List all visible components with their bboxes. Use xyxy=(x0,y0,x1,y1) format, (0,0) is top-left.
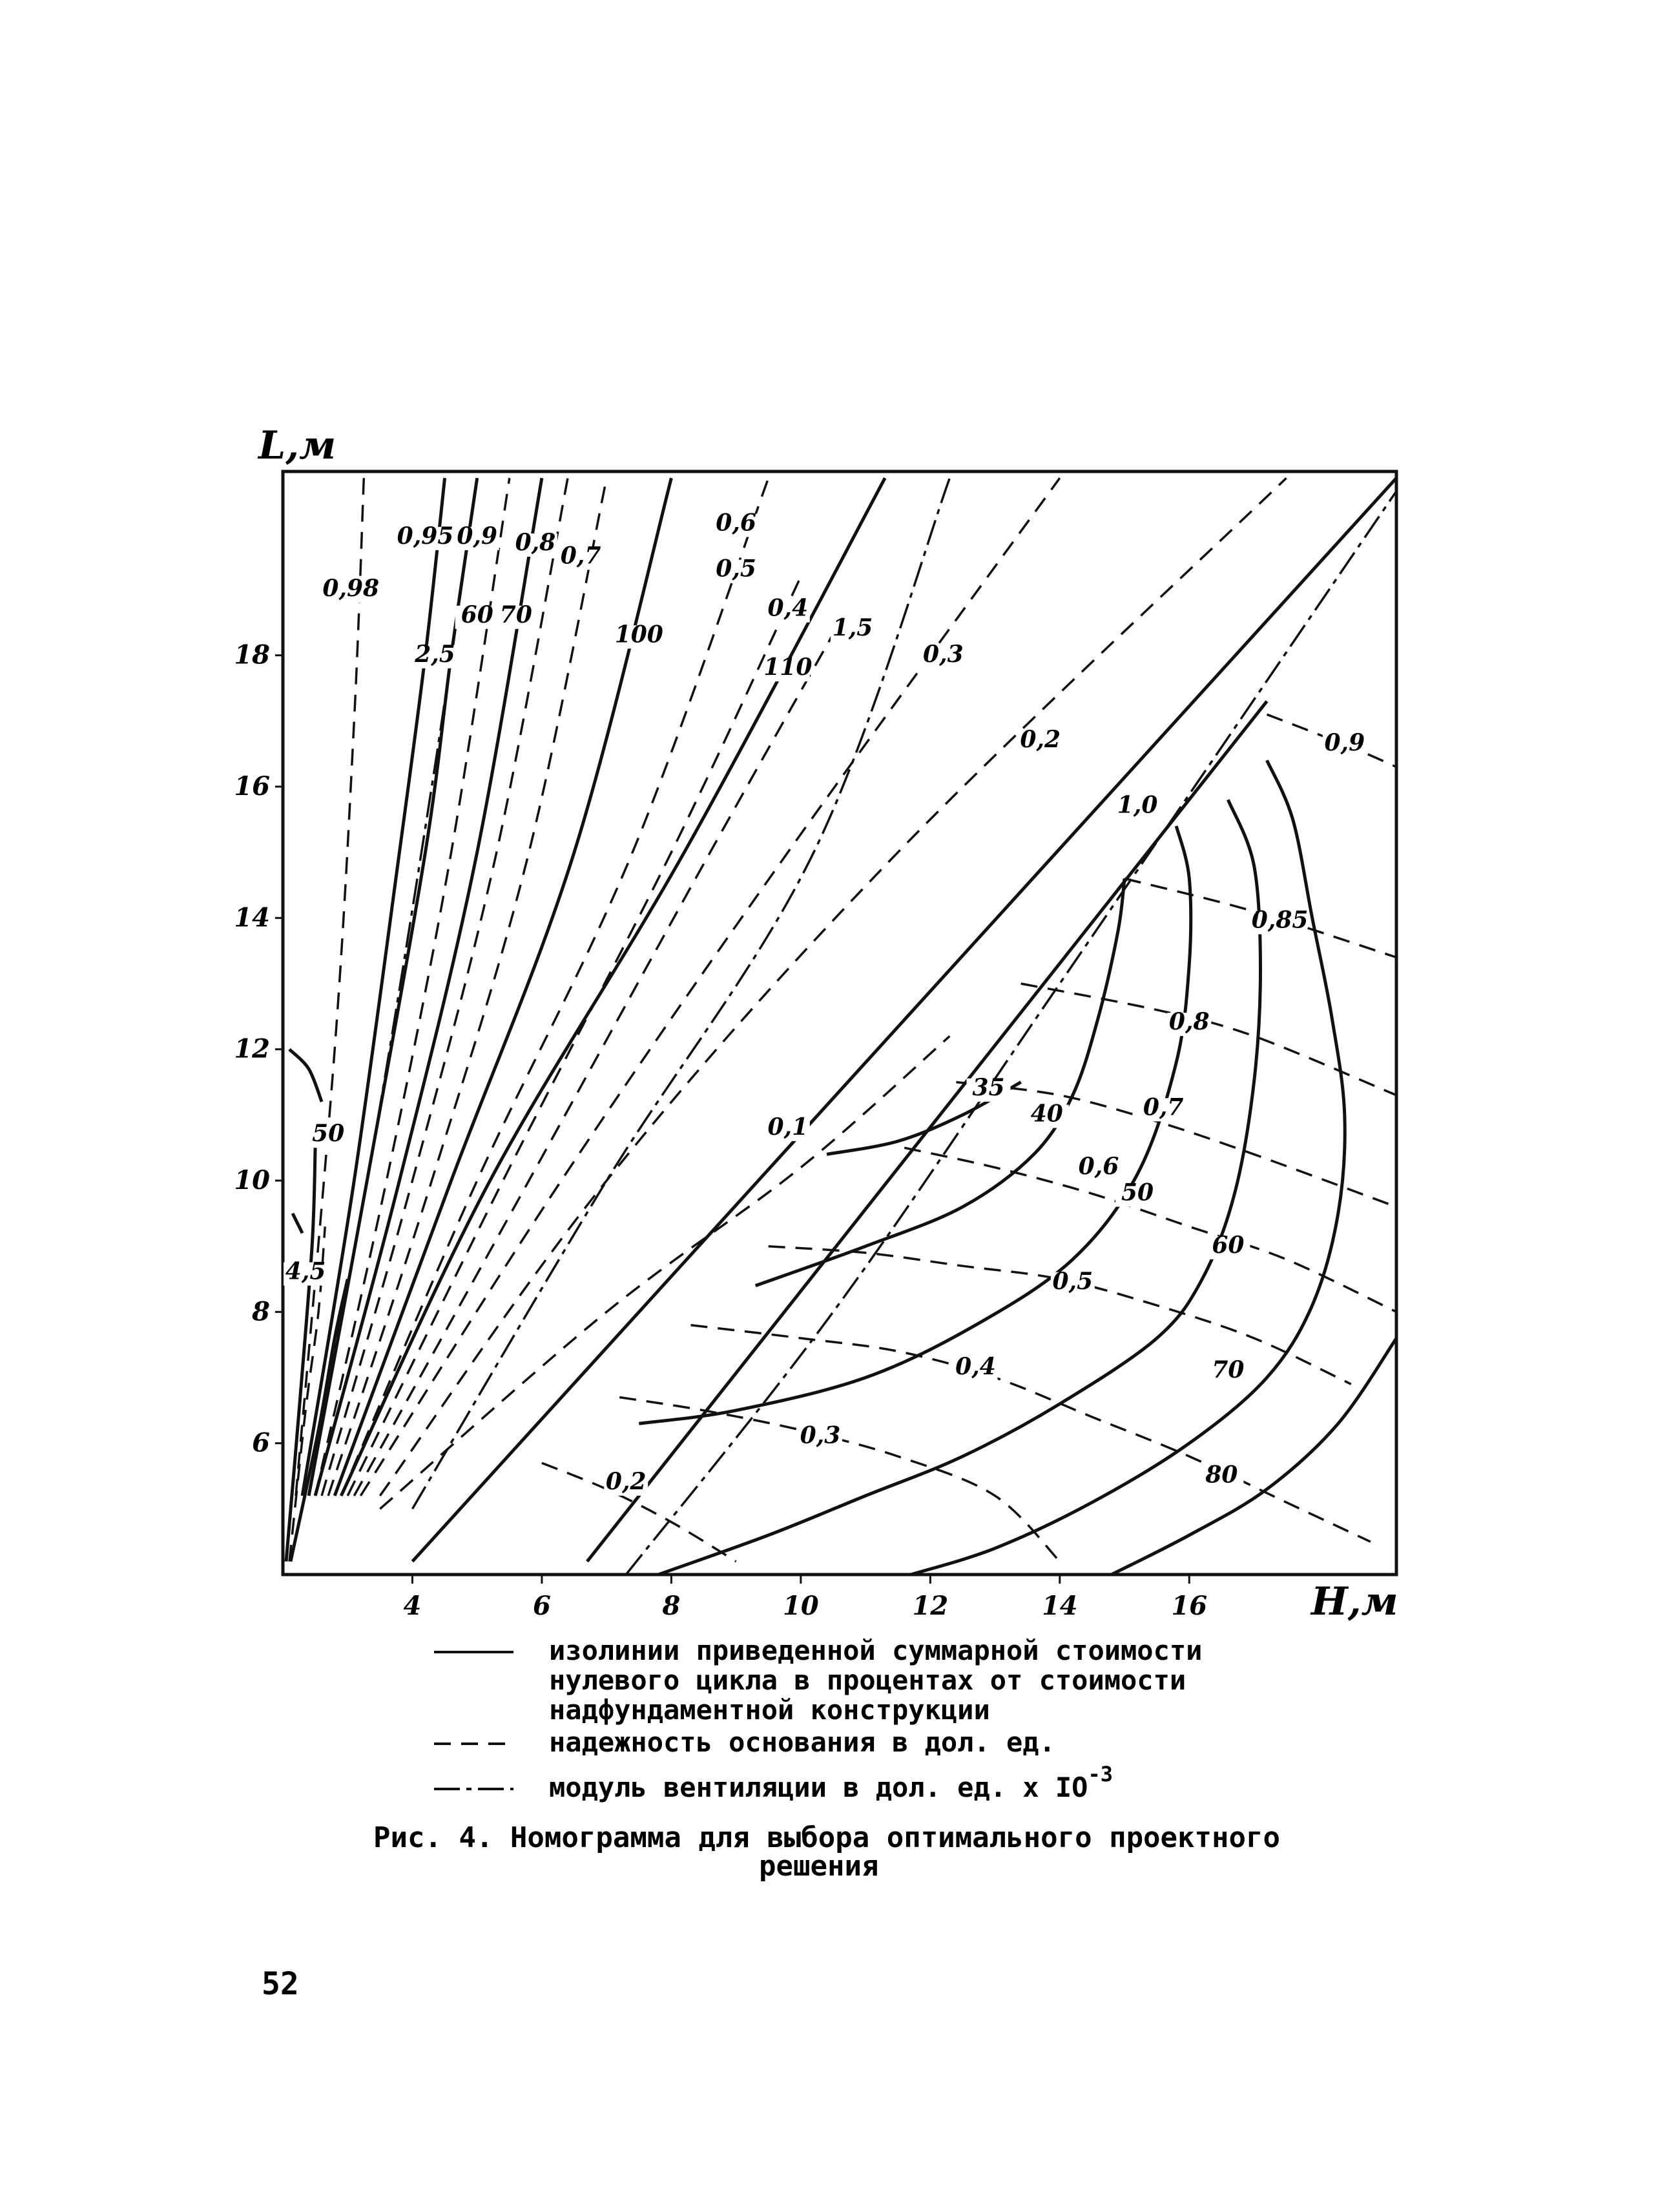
curve-1 xyxy=(380,1036,949,1509)
curve-45left xyxy=(293,1214,302,1234)
curve-label-1: 0,1 xyxy=(767,1113,809,1141)
x-tick-label: 16 xyxy=(1171,1591,1208,1621)
x-tick-label: 10 xyxy=(783,1591,819,1621)
x-tick-label: 8 xyxy=(662,1591,681,1621)
curve-10 xyxy=(626,491,1396,1575)
legend-solid-line1: изолинии приведенной суммарной стоимости xyxy=(549,1635,1203,1666)
curve-label-25: 2,5 xyxy=(415,640,455,668)
curve-leftfan1 xyxy=(286,1148,315,1562)
curve-label-55: 0,5 xyxy=(1052,1267,1093,1295)
curve-label-2: 0,2 xyxy=(1020,726,1061,753)
curve-40 xyxy=(756,878,1124,1285)
curve-label-4: 0,4 xyxy=(767,594,809,622)
x-ticks xyxy=(404,1575,1208,1621)
curve-3 xyxy=(360,478,1060,1496)
y-ticks xyxy=(234,640,283,1458)
curve-55 xyxy=(769,1246,1351,1385)
curve-label-90: 0,9 xyxy=(1324,729,1365,757)
y-tick-label: 14 xyxy=(234,902,270,933)
curve-label-60: 60 xyxy=(461,601,493,628)
figure-caption-line2: решения xyxy=(759,1850,879,1883)
curve-label-80: 80 xyxy=(1205,1461,1238,1489)
y-tick-label: 12 xyxy=(234,1033,270,1064)
curve-label-3: 0,3 xyxy=(923,640,964,668)
curve-label-85: 0,85 xyxy=(1251,906,1309,934)
curve-50left xyxy=(289,1049,322,1102)
curve-label-110: 110 xyxy=(763,654,813,681)
curve-labels xyxy=(284,510,1367,1496)
curve-label-10: 1,0 xyxy=(1117,791,1158,819)
curve-label-7: 0,7 xyxy=(560,542,601,570)
curve-label-5: 0,5 xyxy=(716,555,756,583)
curve-label-15: 1,5 xyxy=(832,614,873,642)
x-axis-title: H,м xyxy=(1311,1579,1398,1624)
curve-label-45: 0,4 xyxy=(955,1352,996,1380)
curve-label-50: 50 xyxy=(1121,1179,1154,1206)
legend-solid-line2: нулевого цикла в процентах от стоимости xyxy=(549,1664,1186,1696)
curve-6 xyxy=(341,478,768,1496)
curve-label-98: 0,98 xyxy=(322,575,380,603)
x-tick-label: 4 xyxy=(403,1591,422,1621)
legend-dashdot-main: модуль вентиляции в дол. ед. х IO xyxy=(549,1772,1088,1803)
x-tick-label: 6 xyxy=(533,1591,551,1621)
curve-label-22: 0,2 xyxy=(605,1467,647,1495)
y-tick-label: 10 xyxy=(234,1165,270,1195)
y-tick-label: 18 xyxy=(234,639,270,670)
curve-80 xyxy=(1112,1338,1396,1575)
curve-65 xyxy=(904,1148,1396,1312)
curve-label-40: 40 xyxy=(1030,1100,1063,1128)
y-tick-label: 6 xyxy=(252,1427,270,1458)
y-tick-label: 8 xyxy=(252,1296,270,1327)
legend xyxy=(434,1635,1202,1803)
curve-label-35: 35 xyxy=(972,1073,1005,1101)
curve-60 xyxy=(658,800,1260,1575)
curve-label-75: 0,7 xyxy=(1143,1093,1184,1121)
curve-label-9: 0,9 xyxy=(457,522,498,550)
y-axis-title: L,м xyxy=(258,423,337,468)
curve-label-70: 70 xyxy=(1212,1356,1245,1383)
curve-8 xyxy=(322,478,568,1496)
curve-label-70: 70 xyxy=(499,601,532,628)
x-tick-label: 14 xyxy=(1041,1591,1078,1621)
y-tick-label: 16 xyxy=(234,771,270,801)
curve-label-65: 0,6 xyxy=(1078,1152,1119,1180)
curve-label-50left: 50 xyxy=(312,1120,345,1147)
x-tick-label: 12 xyxy=(912,1591,949,1621)
curve-label-33: 0,3 xyxy=(800,1421,841,1449)
legend-dashdot-text xyxy=(549,1762,1113,1803)
curve-label-60: 60 xyxy=(1212,1231,1245,1259)
legend-dashed-text: надежность основания в дол. ед. xyxy=(549,1726,1055,1758)
curve-label-6: 0,6 xyxy=(716,509,756,537)
curve-label-80: 0,8 xyxy=(1168,1008,1210,1036)
curve-50 xyxy=(639,826,1190,1423)
legend-dashdot-superscript: -3 xyxy=(1088,1762,1113,1786)
curve-7 xyxy=(328,478,606,1496)
curve-4 xyxy=(354,623,840,1496)
figure-caption-line1: Рис. 4. Номограмма для выбора оптимального проектного xyxy=(373,1821,1280,1854)
legend-solid-line3: надфундаментной конструкции xyxy=(549,1694,990,1726)
curve-label-45left: 4,5 xyxy=(285,1257,326,1285)
curve-label-95: 0,95 xyxy=(397,522,454,550)
curve-45 xyxy=(691,1325,1371,1542)
curve-label-8: 0,8 xyxy=(515,529,556,556)
page-number: 52 xyxy=(262,1966,299,2002)
curve-label-100: 100 xyxy=(614,621,663,648)
curve-bound_upper xyxy=(413,478,1397,1562)
